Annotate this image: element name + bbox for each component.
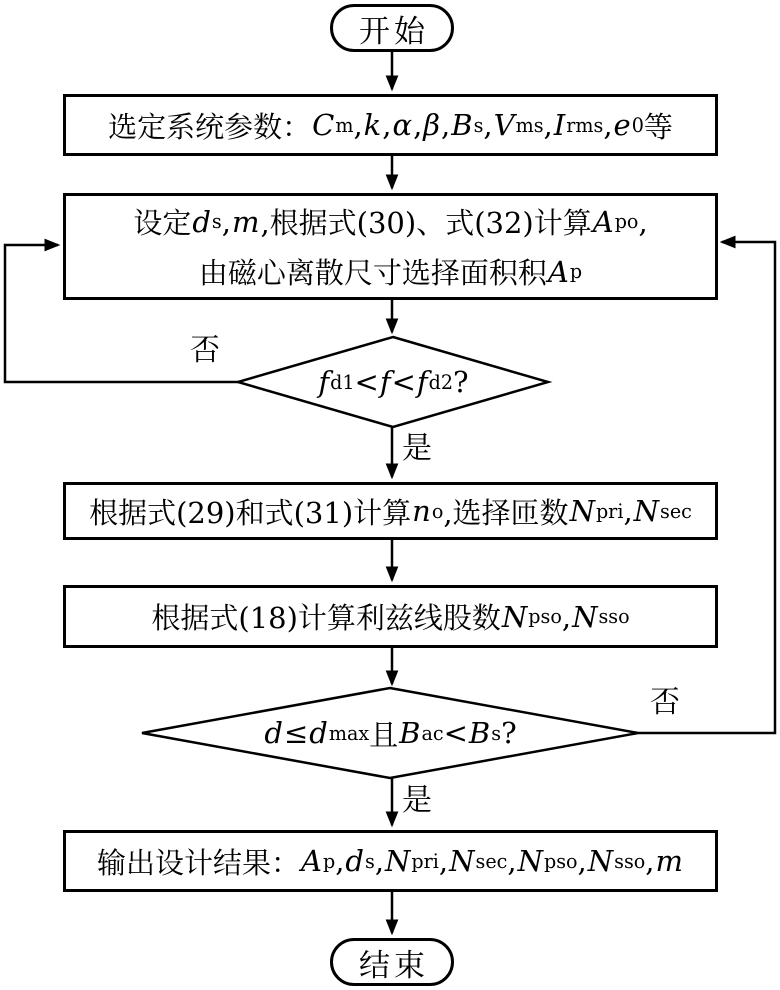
process-setup-core: [63, 193, 718, 300]
no-label-size: 否: [650, 685, 680, 720]
decision-frequency-label: f d1 < f < f d2 ?: [318, 365, 469, 399]
yes-label-frequency: 是: [402, 431, 432, 466]
process-output-results: 输出设计结果： A p , d s , N pri , N sec , N pso , N sso , m: [63, 830, 718, 892]
setup-line-1: 设定 d s , m ,根据式(30)、式(32)计算 A po ,: [133, 204, 648, 240]
setup-line-2: 由磁心离散尺寸选择面积积 A p: [198, 254, 583, 290]
process-select-parameters: 选定系统参数： C m , k , α , β , B s , V ms , I rms , e 0 等: [63, 94, 718, 156]
no-label-frequency: 否: [190, 333, 220, 368]
end-node: 结束: [330, 938, 454, 986]
start-node: 开始: [330, 4, 454, 52]
process-calc-turns: 根据式(29)和式(31)计算 n o ,选择匝数 N pri , N sec: [63, 482, 718, 540]
yes-label-size: 是: [402, 783, 432, 818]
process-calc-litz-strands: 根据式(18)计算利兹线股数 N pso , N sso: [63, 585, 718, 648]
decision-size-label: d ≤ d max 且 B ac < B s ?: [264, 716, 517, 752]
